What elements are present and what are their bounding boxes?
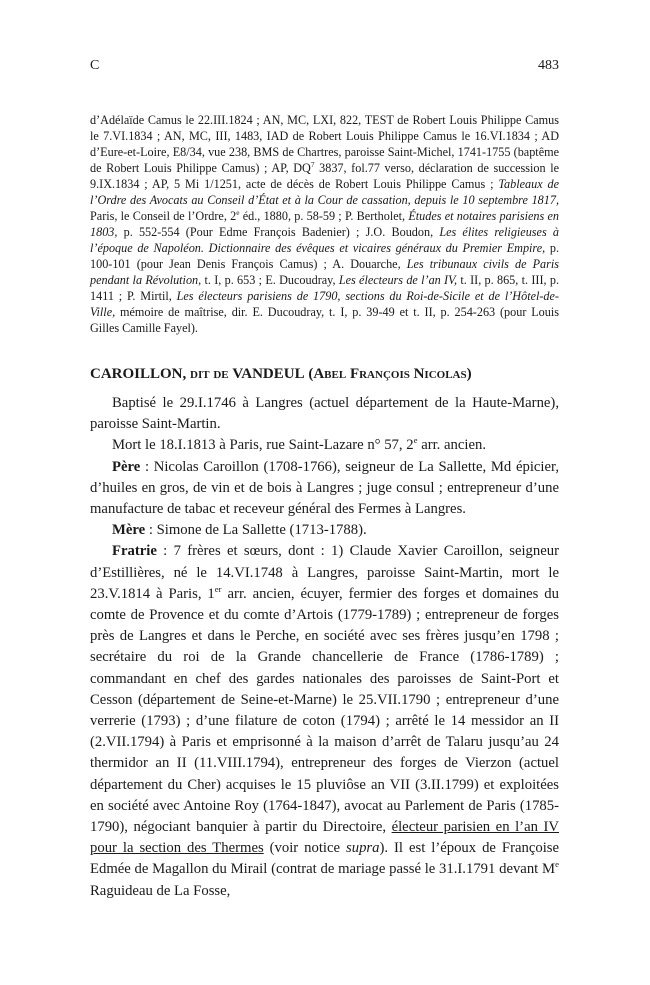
section-letter: C [90, 58, 100, 73]
siblings-text: (voir notice [263, 840, 347, 857]
source-text: t. I, p. 653 ; E. Ducoudray, [201, 273, 339, 287]
source-text: 3837, fol.77 verso, déclaration de succession le 9.IX.1834 ; AP, 5 Mi 1/1251, acte de décès de Robert Louis Philippe Camus ; [90, 161, 559, 191]
source-title: Les électeurs de l’an IV, [338, 273, 458, 287]
entry-body [90, 393, 559, 902]
entry-given-names: (Abel François Nicolas) [304, 366, 472, 382]
father-paragraph [90, 457, 559, 521]
siblings-superscript: er [214, 583, 222, 594]
source-superscript: e [236, 207, 240, 217]
death-paragraph [90, 435, 559, 456]
entry-name: CAROILLON, [90, 366, 187, 382]
source-text: Paris, le Conseil de l’Ordre, 2 [90, 209, 237, 223]
father-text: : Nicolas Caroillon (1708-1766), seigneur de La Sallette, Md épicier, d’huiles en gros, de vin et de bois à Langres ; juge consul ; entrepreneur d’une manufacture de tabac et receveur général des Fermes à Langres. [90, 458, 559, 518]
source-text: d’Adélaïde Camus le 22.III.1824 ; AN, MC, LXI, 822, TEST de Robert Louis Philippe Camus le 7.VI.1834 ; AN, MC, III, 1483, IAD de Robert Louis Philippe Camus le 16.VI.1834 ; AD d’Eure-et-Loire, E8/34, vue 238, BMS de Chartres, paroisse Saint-Michel, 1741-1755 (baptême de Robert Louis Philippe Camus) ; AP, DQ [90, 113, 559, 175]
source-text: mémoire de maîtrise, dir. E. Ducoudray, t. I, p. 39-49 et t. II, p. 254-263 (pour Louis Gilles Camille Fayel). [90, 305, 559, 335]
mother-label: Mère [112, 522, 146, 539]
source-title: Études et notaires parisiens en 1803, [90, 209, 559, 239]
page-number: 483 [538, 58, 559, 73]
sources-paragraph [90, 112, 559, 336]
siblings-text: : 7 frères et sœurs, dont : 1) Claude Xavier Caroillon, seigneur d’Estillières, né le 14.VI.1748 à Langres, paroisse Saint-Martin, mort le 23.V.1814 à Paris, 1 [90, 543, 559, 602]
source-title: Tableaux de l’Ordre des Avocats au Conseil d’État et à la Cour de cassation, depuis le 10 septembre 1817, [90, 177, 559, 207]
siblings-superscript: e [555, 859, 559, 870]
source-title: Les tribunaux civils de Paris pendant la Révolution, [90, 257, 559, 287]
siblings-text: arr. ancien, écuyer, fermier des forges et domaines du comte de Provence et du comte d’Artois (1779-1789) ; entrepreneur de forges près de Langres et dans le Perche, en société avec ses frères jusqu’en 1798 ; secrétaire du roi de la Grande chancellerie de France (1786-1789) ; commandant en chef des gardes nationales des paroisses de Saint-Port et Cesson (département de Seine-et-Marne) le 25.VII.1790 ; entrepreneur d’une verrerie (1793) ; d’une filature de coton (1794) ; arrêté le 14 messidor an II (2.VII.1794) à Paris et emprisonné à la maison d’arrêt de Talaru jusqu’au 24 thermidor an II (11.VIII.1794), entrepreneur des forges de Vierzon (actuel département du Cher) acquises le 15 pluviôse an VII (3.II.1799) et exploitées en société avec Antoine Roy (1764-1847), avocat au Parlement de Paris (1785-1790), négociant banquier à partir du Directoire, [90, 585, 559, 836]
siblings-text: ). Il est l’époux de Françoise Edmée de Magallon du Mirail (contrat de mariage passé le 31.I.1791 devant M [90, 840, 560, 878]
source-text: p. 552-554 (Pour Edme François Badenier) ; J.O. Boudon, [117, 225, 440, 239]
entry-surname: VANDEUL [232, 366, 305, 382]
baptism-text: Baptisé le 29.I.1746 à Langres (actuel département de la Haute-Marne), paroisse Saint-Martin. [90, 395, 559, 433]
death-text-end: arr. ancien. [417, 437, 487, 454]
source-text: t. II, p. 865, t. III, p. 1411 ; P. Mirtil, [90, 273, 559, 303]
entry-dit: dit de [186, 366, 233, 382]
source-text: p. 100-101 (pour Jean Denis François Camus) ; A. Douarche, [90, 241, 559, 271]
supra-reference: supra [346, 840, 380, 857]
mother-text: : Simone de La Sallette (1713-1788). [145, 522, 367, 539]
source-title: Les électeurs parisiens de 1790, sections du Roi-de-Sicile et de l’Hôtel-de-Ville, [90, 289, 559, 319]
mother-paragraph [90, 520, 559, 541]
baptism-paragraph [90, 393, 559, 435]
siblings-text: Raguideau de La Fosse, [90, 882, 231, 899]
source-title: Les élites religieuses à l’époque de Napoléon. Dictionnaire des évêques et vicaires généraux du Premier Empire, [90, 225, 559, 255]
source-superscript: 7 [310, 159, 315, 169]
siblings-label: Fratrie [112, 543, 157, 560]
source-text: éd., 1880, p. 58-59 ; P. Bertholet, [239, 209, 409, 223]
entry-heading [90, 366, 570, 383]
death-text: Mort le 18.I.1813 à Paris, rue Saint-Lazare n° 57, 2 [112, 437, 414, 454]
page-header [90, 58, 559, 80]
father-label: Père [112, 458, 141, 475]
elector-reference-link[interactable]: électeur parisien en l’an IV pour la section des Thermes [90, 819, 559, 857]
siblings-paragraph [90, 541, 559, 901]
death-superscript: e [413, 435, 418, 446]
